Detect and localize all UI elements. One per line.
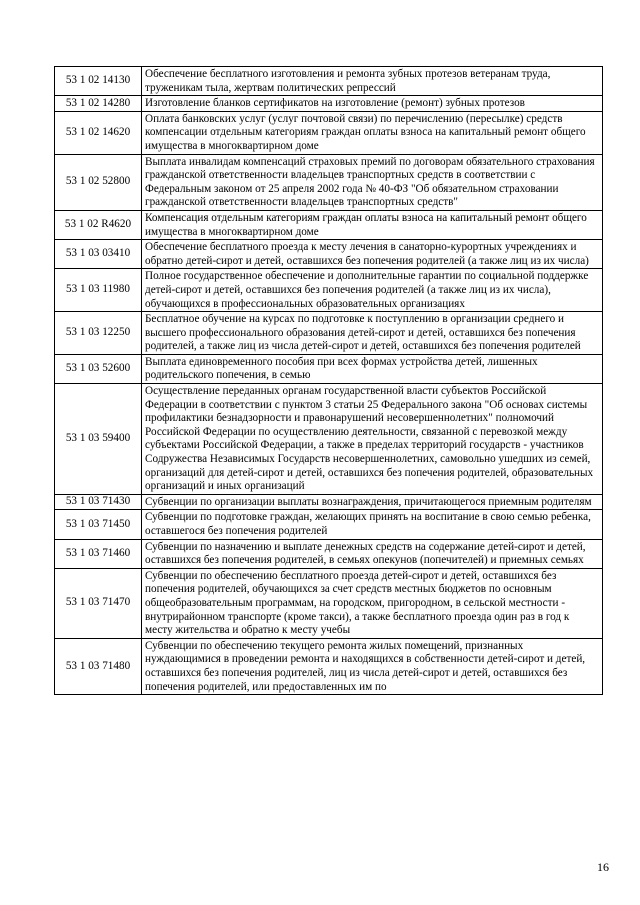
row-description: Полное государственное обеспечение и дополнительные гарантии по социальной поддержке детей-сирот и детей, оставшихся без попечения родителей (а также лиц из их числа), обучающихся в профессиональных образовательных организациях: [142, 269, 603, 312]
table-row: [55, 111, 603, 154]
row-code: 53 1 03 71460: [55, 539, 142, 568]
table-row: [55, 384, 603, 495]
row-description: Субвенции по назначению и выплате денежных средств на содержание детей-сирот и детей, оставшихся без попечения родителей, в семьях опекунов (попечителей) и приемных семьях: [142, 539, 603, 568]
row-description: Субвенции по обеспечению текущего ремонта жилых помещений, признанных нуждающимися в проведении ремонта и находящихся в собственности детей-сирот и детей, оставшихся без попечения родителей, лиц из числа детей-сирот и детей, оставшихся без попечения родителей, или предоставленных им по: [142, 638, 603, 694]
row-code: 53 1 03 71430: [55, 494, 142, 510]
table-row: [55, 67, 603, 96]
row-description: Обеспечение бесплатного изготовления и ремонта зубных протезов ветеранам труда, труженикам тыла, жертвам политических репрессий: [142, 67, 603, 96]
row-description: Оплата банковских услуг (услуг почтовой связи) по перечислению (пересылке) средств компенсации отдельным категориям граждан оплаты взноса на капитальный ремонт общего имущества в многоквартирном доме: [142, 111, 603, 154]
table-row: [55, 510, 603, 539]
table-row: [55, 240, 603, 269]
table-row: [55, 154, 603, 210]
table-row: [55, 210, 603, 239]
table-row: [55, 269, 603, 312]
row-description: Субвенции по организации выплаты вознаграждения, причитающегося приемным родителям: [142, 494, 603, 510]
table-row: [55, 312, 603, 355]
row-description: Осуществление переданных органам государственной власти субъектов Российской Федерации в соответствии с пунктом 3 статьи 25 Федерального закона "Об основах системы профилактики безнадзорности и правонарушений несовершеннолетних" полномочий Российской Федерации по осуществлению деятельности, связанной с перевозкой между субъектами Российской Федерации, а также в пределах территорий государств - участников Содружества Независимых Государств несовершеннолетних, самовольно ушедших из семей, организаций для детей-сирот и детей, оставшихся без попечения родителей, образовательных организаций и иных организаций: [142, 384, 603, 495]
row-description: Компенсация отдельным категориям граждан оплаты взноса на капитальный ремонт общего имущества в многоквартирном доме: [142, 210, 603, 239]
row-description: Субвенции по подготовке граждан, желающих принять на воспитание в свою семью ребенка, оставшегося без попечения родителей: [142, 510, 603, 539]
row-description: Изготовление бланков сертификатов на изготовление (ремонт) зубных протезов: [142, 96, 603, 112]
page-number: 16: [597, 860, 609, 874]
row-code: 53 1 02 14620: [55, 111, 142, 154]
budget-codes-table: [54, 66, 603, 695]
row-description: Обеспечение бесплатного проезда к месту лечения в санаторно-курортных учреждениях и обратно детей-сирот и детей, оставшихся без попечения родителей (а также лиц из их числа): [142, 240, 603, 269]
table-row: [55, 494, 603, 510]
row-description: Субвенции по обеспечению бесплатного проезда детей-сирот и детей, оставшихся без попечения родителей, обучающихся за счет средств местных бюджетов по основным общеобразовательным программам, на городском, пригородном, в сельской местности - внутрирайонном транспорте (кроме такси), а также бесплатного проезда один раз в год к месту жительства и обратно к месту учебы: [142, 568, 603, 638]
row-description: Бесплатное обучение на курсах по подготовке к поступлению в организации среднего и высшего профессионального образования детей-сирот и детей, оставшихся без попечения родителей, а также лиц из числа детей-сирот и детей, оставшихся без попечения родителей: [142, 312, 603, 355]
table-row: [55, 568, 603, 638]
budget-codes-body: [55, 67, 603, 695]
row-code: 53 1 03 03410: [55, 240, 142, 269]
row-code: 53 1 02 52800: [55, 154, 142, 210]
row-description: Выплата единовременного пособия при всех формах устройства детей, лишенных родительского попечения, в семью: [142, 354, 603, 383]
row-code: 53 1 03 11980: [55, 269, 142, 312]
row-code: 53 1 02 14130: [55, 67, 142, 96]
row-description: Выплата инвалидам компенсаций страховых премий по договорам обязательного страхования гражданской ответственности владельцев транспортных средств в соответствии с Федеральным законом от 25 апреля 2002 года № 40-ФЗ "Об обязательном страховании гражданской ответственности владельцев транспортных средств": [142, 154, 603, 210]
row-code: 53 1 02 14280: [55, 96, 142, 112]
row-code: 53 1 03 71470: [55, 568, 142, 638]
row-code: 53 1 03 71480: [55, 638, 142, 694]
row-code: 53 1 03 12250: [55, 312, 142, 355]
row-code: 53 1 03 71450: [55, 510, 142, 539]
table-row: [55, 96, 603, 112]
table-row: [55, 638, 603, 694]
row-code: 53 1 02 R4620: [55, 210, 142, 239]
table-row: [55, 539, 603, 568]
row-code: 53 1 03 52600: [55, 354, 142, 383]
row-code: 53 1 03 59400: [55, 384, 142, 495]
table-row: [55, 354, 603, 383]
